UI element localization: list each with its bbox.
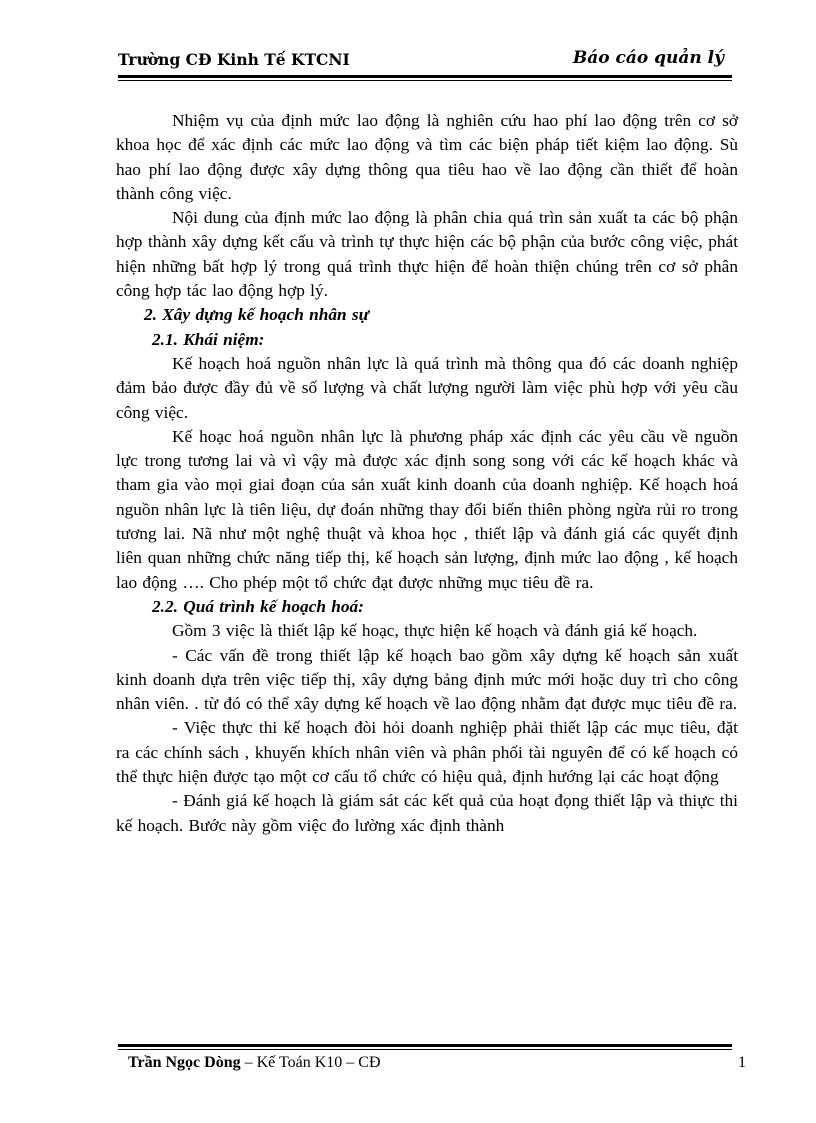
paragraph-1: Nhiệm vụ của định mức lao động là nghiên cứu hao phí lao động trên cơ sở khoa học để xác định các mức lao động và tìm các biện pháp tiết kiệm lao động. Sù hao phí lao động được xây dựng thông qua tiêu hao về lao động cần thiết để hoàn thành công việc. [116,111,738,203]
paragraph-3: Kế hoạch hoá nguồn nhân lực là quá trình mà thông qua đó các doanh nghiệp đảm bảo được đầy đủ về số lượng và chất lượng người làm việc phù hợp với yêu cầu công việc. [116,353,738,422]
page-footer [128,1054,746,1082]
paragraph-4: Kế hoạc hoá nguồn nhân lực là phương pháp xác định các yêu cầu về nguồn lực trong tương lai và vì vậy mà được xác định song song với các kế hoạch khác và tham gia vào mọi giai đoạn của sản xuất kinh doanh của doanh nghiệp. Kế hoạch hoá nguồn nhân lực là tiên liệu, dự đoán những thay đổi biến thiên phòng ngừa rủi ro trong tương lai. Nã như một nghệ thuật và khoa học , thiết lập và đánh giá các quyết định liên quan những chức năng tiếp thị, kế hoạch sản lượng, định mức lao động , kế hoạch lao động …. Cho phép một tổ chức đạt được những mục tiêu đề ra. [116,426,738,592]
footer-rule-thin [118,1049,732,1050]
footer-rule-thick [118,1044,732,1047]
paragraph-7: - Việc thực thi kế hoạch đòi hỏi doanh nghiệp phải thiết lập các mục tiêu, đặt ra các chính sách , khuyến khích nhân viên và phân phối tài nguyên để có kế hoạch có thể thực hiện được tạo một cơ cấu tổ chức có hiệu quả, định hướng lại các hoạt động [116,718,738,787]
paragraph-2: Nội dung của định mức lao động là phân chia quá trìn sản xuất ta các bộ phận hợp thành xây dựng kết cấu và trình tự thực hiện các bộ phận của bước công việc, phát hiện những bất hợp lý trong quá trình thực hiện để hoàn thiện chúng trên cơ sở phân công hợp tác lao động hợp lý. [116,208,738,301]
header-school: Trường CĐ Kinh Tế KTCNI [118,50,350,69]
footer-author: Trần Ngọc Dòng [128,1054,241,1071]
paragraph-6: - Các vấn đề trong thiết lập kế hoạch bao gồm xây dựng kế hoạch sản xuất kinh doanh dựa trên việc tiếp thị, xây dựng bảng định mức mới hoặc duy trì cho công nhân viên. . từ đó có thể xây dựng kế hoạch về lao động nhằm đạt được mục tiêu đề ra. [116,645,738,714]
header-rule-thick [118,75,732,78]
section-heading-2: 2. Xây dựng kế hoạch nhân sự [144,305,370,325]
footer-author-line [128,1054,381,1072]
section-heading-2-1: 2.1. Khái niệm: [152,329,265,349]
section-heading-2-2: 2.2. Quá trình kế hoạch hoá: [152,596,364,616]
body-text [116,109,738,838]
header-report-title: Báo cáo quản lý [572,48,724,68]
paragraph-8: - Đánh giá kế hoạch là giám sát các kết quả của hoạt đọng thiết lập và thiực thi kế hoạch. Bước này gồm việc đo lường xác định thành [116,791,738,835]
header-rule-thin [118,80,732,81]
page-number: 1 [738,1054,746,1071]
footer-course: – Kế Toán K10 – CĐ [240,1054,381,1071]
paragraph-5: Gồm 3 việc là thiết lập kế hoạc, thực hiện kế hoạch và đánh giá kế hoạch. [172,621,698,641]
